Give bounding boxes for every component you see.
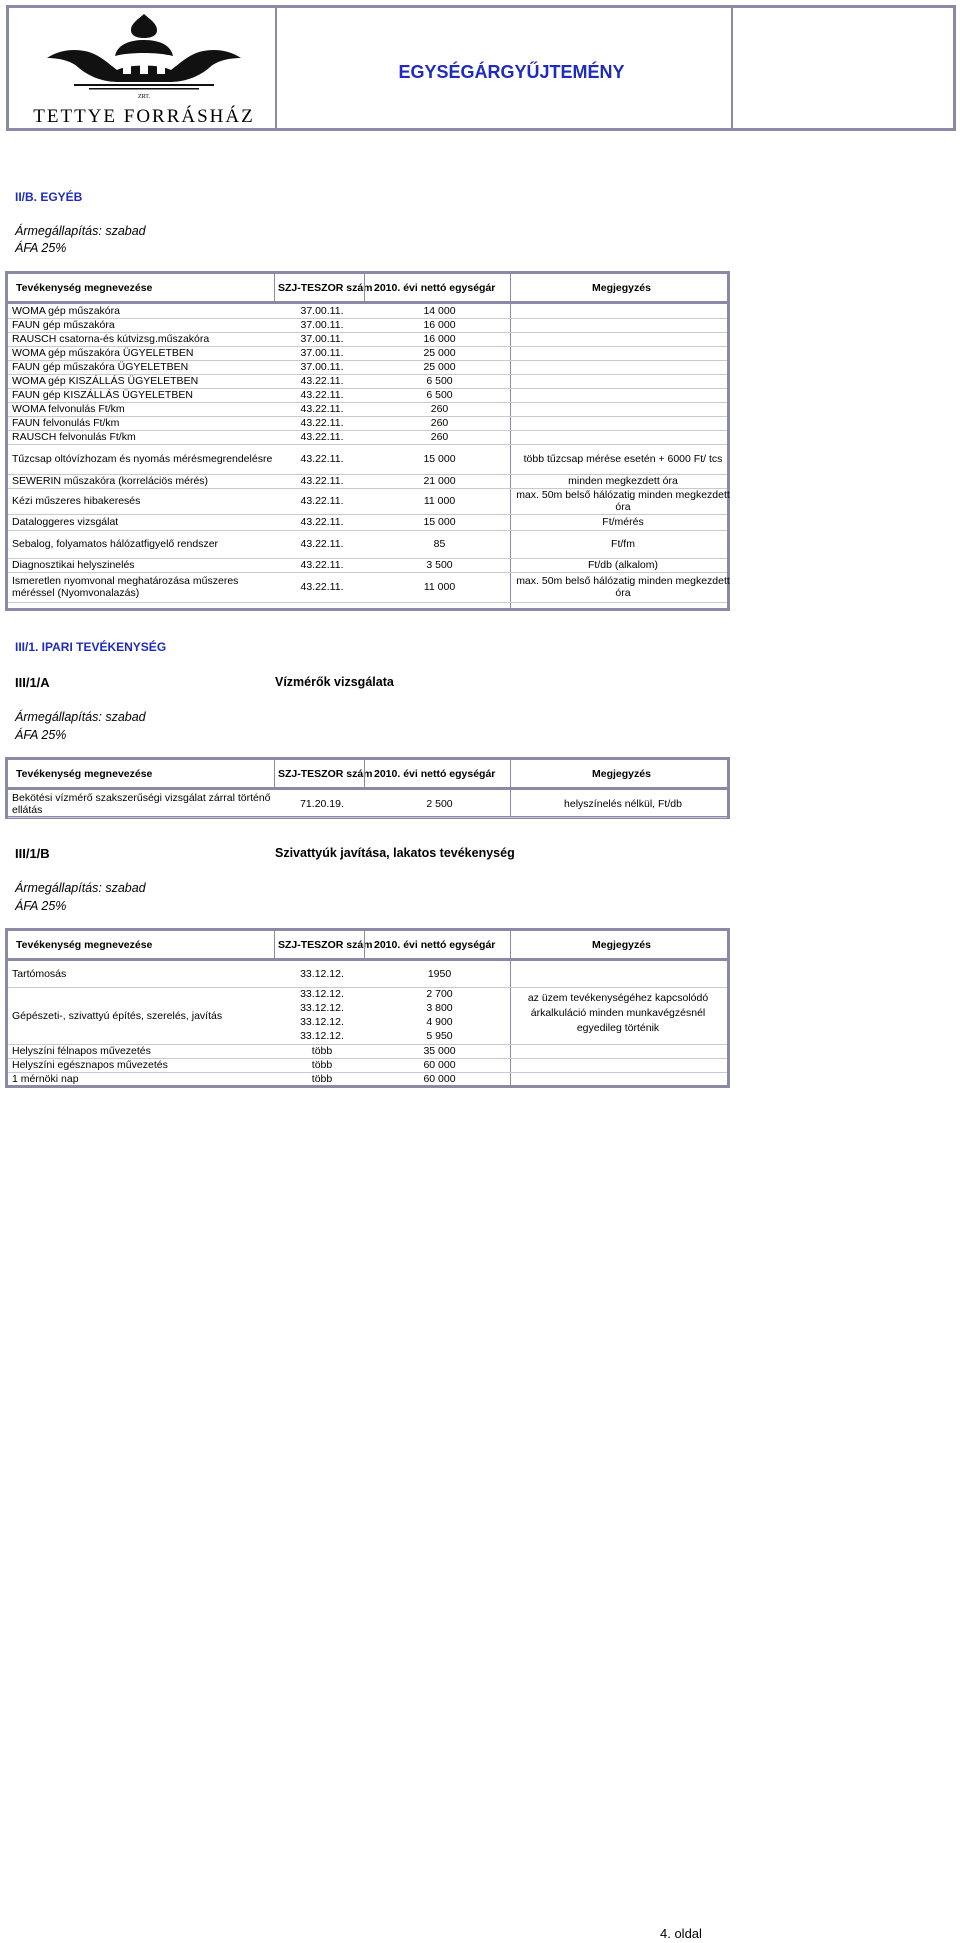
table-row [8, 304, 727, 319]
table-row [8, 374, 727, 389]
table-row [8, 1058, 727, 1073]
price-regulation: Ármegállapítás: szabad [15, 224, 146, 238]
activity-code: 37.00.11. [300, 305, 344, 317]
activity-note: Ft/fm [611, 538, 635, 550]
activity-name: Ismeretlen nyomvonal meghatározása műszeres méréssel (Nyomvonalazás) [12, 575, 239, 599]
activity-note: minden megkezdett óra [568, 475, 678, 487]
activity-name: Helyszíni egésznapos művezetés [12, 1059, 168, 1071]
col-header-activity: Tevékenység megnevezése [16, 281, 153, 294]
price-regulation: Ármegállapítás: szabad [15, 881, 146, 895]
activity-code: 71.20.19. [300, 797, 344, 810]
activity-name: FAUN gép műszakóra ÜGYELETBEN [12, 361, 189, 373]
activity-price: 4 900 [426, 1016, 453, 1028]
activity-price: 2 500 [426, 797, 453, 810]
activity-price: 25 000 [423, 347, 456, 359]
table-row [8, 474, 727, 489]
activity-name: Kézi műszeres hibakeresés [12, 495, 141, 507]
col-divider [274, 931, 275, 958]
activity-price: 15 000 [423, 516, 456, 528]
logo-zrt: ZRT. [137, 94, 151, 100]
activity-price: 260 [430, 403, 449, 415]
table-header [8, 274, 727, 304]
activity-code: 43.22.11. [300, 403, 344, 415]
activity-price: 3 500 [426, 559, 453, 571]
activity-price: 60 000 [423, 1072, 456, 1085]
col-header-note: Megjegyzés [592, 767, 651, 780]
col-header-activity: Tevékenység megnevezése [16, 938, 153, 951]
table-header [8, 760, 727, 790]
activity-code: 43.22.11. [300, 559, 344, 571]
activity-note [512, 430, 734, 444]
activity-name: RAUSCH felvonulás Ft/km [12, 431, 136, 443]
activity-name: Tartómosás [12, 968, 67, 980]
table-row [8, 1072, 727, 1085]
table-row [8, 360, 727, 375]
activity-code: 33.12.12. [300, 1002, 344, 1014]
activity-price: 35 000 [423, 1045, 456, 1057]
activity-price: 260 [430, 431, 449, 443]
activity-name: Sebalog, folyamatos hálózatfigyelő rendszer [12, 538, 219, 550]
activity-price: 1950 [427, 968, 452, 980]
price-table-pumps [5, 928, 730, 1088]
activity-note [512, 304, 734, 318]
col-header-code: SZJ-TESZOR szám [278, 938, 373, 951]
activity-note [512, 360, 734, 374]
activity-code: 43.22.11. [300, 417, 344, 429]
activity-code: 33.12.12. [300, 988, 344, 1000]
activity-name: FAUN gép műszakóra [12, 319, 115, 331]
activity-code: 37.00.11. [300, 361, 344, 373]
table-row [8, 332, 727, 347]
table-row [8, 402, 727, 417]
activity-name: Bekötési vízmérő szakszerűségi vizsgálat zárral történő ellátás [12, 791, 271, 816]
activity-code: 37.00.11. [300, 319, 344, 331]
col-header-price: 2010. évi nettó egységár [374, 767, 496, 780]
activity-price: 6 500 [426, 375, 453, 387]
activity-price: 16 000 [423, 333, 456, 345]
activity-price: 85 [433, 538, 446, 550]
activity-note: max. 50m belső hálózatig minden megkezdett óra [516, 575, 730, 599]
activity-price: 5 950 [426, 1030, 453, 1042]
table-row [8, 388, 727, 403]
table-row [8, 558, 727, 573]
document-header [6, 5, 956, 131]
activity-price: 11 000 [423, 495, 456, 507]
activity-note: Ft/mérés [602, 516, 644, 528]
group-note: az üzem tevékenységéhez kapcsolódó árkalkuláció minden munkavégzésnél egyedileg történik [527, 992, 709, 1034]
vat-rate: ÁFA 25% [15, 241, 67, 255]
activity-price: 2 700 [426, 988, 453, 1000]
activity-note: max. 50m belső hálózatig minden megkezdett óra [516, 489, 730, 513]
activity-note [512, 318, 734, 332]
document-title: EGYSÉGÁRGYŰJTEMÉNY [398, 62, 625, 82]
section-title: III/1. IPARI TEVÉKENYSÉG [15, 640, 167, 654]
table-row [8, 416, 727, 431]
activity-price: 15 000 [423, 453, 456, 465]
activity-name: WOMA felvonulás Ft/km [12, 403, 125, 415]
activity-code: több [311, 1059, 333, 1071]
col-header-activity: Tevékenység megnevezése [16, 767, 153, 780]
activity-code: 43.22.11. [300, 581, 344, 593]
col-header-code: SZJ-TESZOR szám [278, 767, 373, 780]
activity-name: Tűzcsap oltóvízhozam és nyomás mérésmegrendelésre [12, 453, 273, 465]
activity-name: WOMA gép műszakóra [12, 305, 120, 317]
company-logo [19, 12, 269, 128]
activity-name: WOMA gép KISZÁLLÁS ÜGYELETBEN [12, 375, 199, 387]
col-header-code: SZJ-TESZOR szám [278, 281, 373, 294]
activity-price: 14 000 [423, 305, 456, 317]
logo-text: TETTYE FORRÁSHÁZ [33, 106, 255, 127]
activity-price: 21 000 [423, 475, 456, 487]
table-row [8, 514, 727, 531]
table-row [8, 572, 730, 603]
activity-note [512, 374, 734, 388]
activity-code: 43.22.11. [300, 375, 344, 387]
activity-code: 37.00.11. [300, 347, 344, 359]
activity-price: 25 000 [423, 361, 456, 373]
col-divider [364, 931, 365, 958]
price-regulation: Ármegállapítás: szabad [15, 710, 146, 724]
activity-name: RAUSCH csatorna-és kútvizsg.műszakóra [12, 333, 210, 345]
activity-name: SEWERIN műszakóra (korreláciös mérés) [12, 475, 209, 487]
table-row [8, 1044, 727, 1059]
subsection-code: III/1/B [15, 846, 50, 861]
col-divider [274, 760, 275, 787]
col-divider [364, 760, 365, 787]
activity-name: Dataloggeres vizsgálat [12, 516, 119, 528]
price-table-other [5, 271, 730, 611]
activity-note: Ft/db (alkalom) [587, 559, 659, 571]
activity-note [512, 402, 734, 416]
table-row [8, 444, 727, 475]
activity-price: 60 000 [423, 1059, 456, 1071]
table-row [8, 790, 727, 818]
activity-price: 11 000 [423, 581, 456, 593]
table-row [8, 430, 727, 445]
table-row [8, 488, 730, 515]
activity-name: 1 mérnöki nap [12, 1072, 79, 1085]
activity-code: 43.22.11. [300, 475, 344, 487]
activity-note [512, 346, 734, 360]
activity-code: 43.22.11. [300, 431, 344, 443]
activity-name: Diagnosztikai helyszinelés [12, 559, 135, 571]
col-divider [364, 274, 365, 301]
activity-note: több tűzcsap mérése esetén + 6000 Ft/ tcs [523, 453, 723, 465]
activity-code: 33.12.12. [300, 1016, 344, 1028]
col-header-price: 2010. évi nettó egységár [374, 938, 496, 951]
activity-name: WOMA gép műszakóra ÜGYELETBEN [12, 347, 194, 359]
activity-price: 16 000 [423, 319, 456, 331]
activity-code: 43.22.11. [300, 538, 344, 550]
activity-price: 260 [430, 417, 449, 429]
col-divider [274, 274, 275, 301]
activity-price: 6 500 [426, 389, 453, 401]
activity-note: helyszínelés nélkül, Ft/db [564, 797, 682, 810]
page-number: 4. oldal [660, 1926, 702, 1941]
vat-rate: ÁFA 25% [15, 899, 67, 913]
subsection-title: Szivattyúk javítása, lakatos tevékenység [275, 846, 515, 860]
activity-code: 43.22.11. [300, 495, 344, 507]
logo-emblem-icon [19, 12, 269, 102]
activity-code: 33.12.12. [300, 968, 344, 980]
subsection-code: III/1/A [15, 675, 50, 690]
activity-code: több [311, 1045, 333, 1057]
table-row [8, 961, 727, 988]
activity-code: 43.22.11. [300, 453, 344, 465]
col-header-price: 2010. évi nettó egységár [374, 281, 496, 294]
activity-name: Helyszíni félnapos művezetés [12, 1045, 151, 1057]
activity-name: Gépészeti-, szivattyú építés, szerelés, javítás [12, 1009, 223, 1022]
section-title: II/B. EGYÉB [15, 190, 83, 204]
activity-code: több [311, 1072, 333, 1085]
activity-note [512, 332, 734, 346]
subsection-title: Vízmérők vizsgálata [275, 675, 394, 689]
price-table-water-meters [5, 757, 730, 819]
activity-code: 43.22.11. [300, 516, 344, 528]
activity-code: 37.00.11. [300, 333, 344, 345]
activity-name: FAUN felvonulás Ft/km [12, 417, 120, 429]
table-row [8, 530, 727, 559]
activity-note [512, 388, 734, 402]
col-header-note: Megjegyzés [592, 938, 651, 951]
header-divider [275, 8, 277, 128]
activity-code: 33.12.12. [300, 1030, 344, 1042]
activity-price: 3 800 [426, 1002, 453, 1014]
col-header-note: Megjegyzés [592, 281, 651, 294]
activity-code: 43.22.11. [300, 389, 344, 401]
activity-note [512, 416, 734, 430]
vat-rate: ÁFA 25% [15, 728, 67, 742]
table-header [8, 931, 727, 961]
table-row [8, 346, 727, 361]
activity-name: FAUN gép KISZÁLLÁS ÜGYELETBEN [12, 389, 193, 401]
table-row [8, 318, 727, 333]
